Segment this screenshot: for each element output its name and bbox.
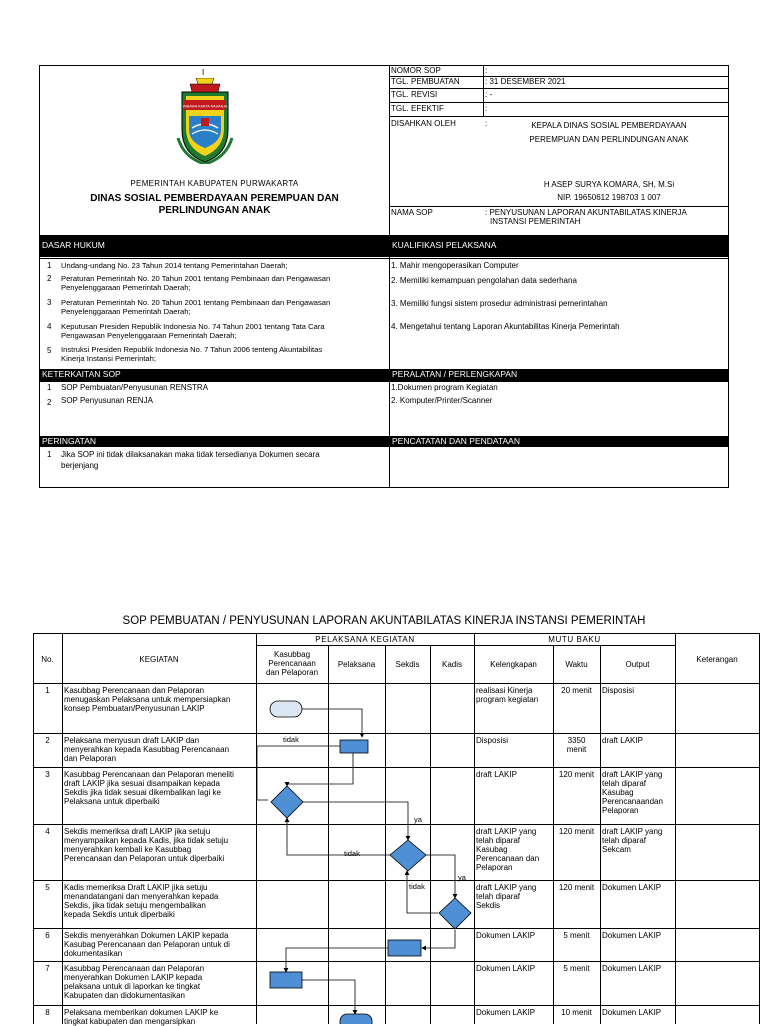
row-output-line: telah diparaf — [602, 836, 647, 845]
row-kegiatan-line: menyerahkan kepada Kasubbag Perencanaan — [64, 745, 230, 754]
tgl-efektif-value: : — [485, 104, 488, 113]
dasar-hukum-text: Penyelenggaraan Pemerintah Daerah; — [61, 307, 191, 316]
decision-diamond-kasubbag — [271, 786, 303, 818]
row-kegiatan-line: Pelaksana menyusun draft LAKIP dan — [64, 736, 200, 745]
row-output-line: Sekcam — [602, 845, 631, 854]
process-box-draft — [340, 740, 368, 753]
row-kegiatan-line: menyerahkan Dokumen LAKIP kepada — [64, 973, 203, 982]
row-output-line: draft LAKIP yang — [602, 827, 663, 836]
dasar-hukum-text: Penyelenggaraan Pemerintah Daerah; — [61, 283, 191, 292]
section-kualifikasi: KUALIFIKASI PELAKSANA — [390, 235, 728, 257]
peringatan-num: 1 — [47, 450, 52, 459]
keterkaitan-text: SOP Penyusunan RENJA — [61, 396, 153, 405]
row-kegiatan-line: Pelaksana untuk diperbaiki — [64, 797, 160, 806]
row-output-line: Dokumen LAKIP — [602, 964, 662, 973]
dasar-hukum-num: 3 — [47, 298, 52, 307]
row-kegiatan-line: menugaskan Pelaksana untuk mempersiapkan — [64, 695, 231, 704]
row-kegiatan-line: Kasubbag Perencanaan dan Pelaporan — [64, 964, 205, 973]
row-kegiatan-line: Sekdis menyerahkan Dokumen LAKIP kepada — [64, 931, 229, 940]
section-peringatan: PERINGATAN — [40, 436, 389, 447]
row-output-line: Kasubag — [602, 788, 634, 797]
disahkan-colon: : — [485, 119, 488, 128]
row-kegiatan-line: Kasubag Perencanaan dan Pelaporan untuk di — [64, 940, 230, 949]
peringatan-text: Jika SOP ini tidak dilaksanakan maka tidak tersedianya Dokumen secara — [61, 450, 320, 459]
row-kegiatan-line: Sekdis memeriksa draft LAKIP jika setuju — [64, 827, 211, 836]
col-header-pelaksana-kegiatan: PELAKSANA KEGIATAN — [315, 635, 415, 644]
section-peralatan: PERALATAN / PERLENGKAPAN — [390, 369, 728, 381]
flow-connector — [302, 980, 355, 1014]
decision-diamond-kadis — [439, 898, 471, 929]
row-output-line: Disposisi — [602, 686, 635, 695]
row-kelengkapan-line: program kegiatan — [476, 695, 539, 704]
dasar-hukum-text: Instruksi Presiden Republik Indonesia No. 7 Tahun 2006 tenteng Akuntabilitas — [61, 345, 323, 354]
tgl-pembuatan-value: : 31 DESEMBER 2021 — [485, 77, 566, 86]
row-kegiatan-line: pelaksana untuk di laporkan ke tingkat — [64, 982, 201, 991]
flow-connector — [426, 855, 455, 898]
kualifikasi-item: 1. Mahir mengoperasikan Computer — [391, 261, 519, 270]
nama-sop-value-2: INSTANSI PEMERINTAH — [490, 217, 581, 226]
row-kegiatan-line: Kabupaten dan didokumentasikan — [64, 991, 185, 1000]
row-kegiatan-line: menyerahkan kembali ke Kasubbag — [64, 845, 192, 854]
process-box-serah — [388, 940, 421, 956]
flow-connector — [422, 930, 455, 948]
row-kelengkapan-line: draft LAKIP yang — [476, 827, 537, 836]
tgl-revisi-label: TGL. REVISI — [391, 90, 438, 99]
kualifikasi-item: 4. Mengetahui tentang Laporan Akuntabilitas Kinerja Pemerintah — [391, 322, 620, 331]
row-kegiatan-line: Kadis memeriksa Draft LAKIP jika setuju — [64, 883, 208, 892]
col-header-mutu-baku: MUTU BAKU — [548, 635, 601, 644]
flow-title: SOP PEMBUATAN / PENYUSUNAN LAPORAN AKUNTABILATAS KINERJA INSTANSI PEMERINTAH — [122, 615, 646, 627]
peralatan-item: 2. Komputer/Printer/Scanner — [391, 396, 493, 405]
row-kegiatan-line: Kasubbag Perencanaan dan Pelaporan meneliti — [64, 770, 234, 779]
kualifikasi-item: 2. Memiliki kemampuan pengolahan data sederhana — [391, 276, 577, 285]
dasar-hukum-text: Keputusan Presiden Republik Indonesia No. 74 Tahun 2001 tentang Tata Cara — [61, 322, 325, 331]
nomor-sop-value: : — [485, 66, 488, 75]
row-output-line: draft LAKIP yang — [602, 770, 663, 779]
row-waktu-line: 120 menit — [558, 883, 595, 892]
col-header-waktu: Waktu — [565, 660, 588, 669]
dasar-hukum-text: Peraturan Pemerintah No. 20 Tahun 2001 tentang Pembinaan dan Pengawasan — [61, 274, 331, 283]
row-kegiatan-line: Kasubbag Perencanaan dan Pelaporan — [64, 686, 205, 695]
svg-text:WIBAWA KARTA RAHARJA: WIBAWA KARTA RAHARJA — [182, 104, 228, 109]
row-output-line: Dokumen LAKIP — [602, 931, 662, 940]
row-kelengkapan-line: telah diparaf — [476, 836, 521, 845]
government-name: PEMERINTAH KABUPATEN PURWAKARTA — [130, 179, 299, 188]
row-kegiatan-line: kepada Sekdis untuk diperbaiki — [64, 910, 175, 919]
row-waktu-line: 120 menit — [558, 827, 595, 836]
dasar-hukum-text: Peraturan Pemerintah No. 20 Tahun 2001 tentang Pembinaan dan Pengawasan — [61, 298, 331, 307]
row-number: 3 — [45, 770, 50, 779]
end-terminator-shape — [340, 1014, 372, 1024]
row-kelengkapan-line: realisasi Kinerja — [476, 686, 533, 695]
flow-label-tidak: tidak — [409, 882, 425, 891]
section-keterkaitan: KETERKAITAN SOP — [40, 369, 389, 381]
row-kelengkapan-line: Sekdis — [476, 901, 501, 910]
kualifikasi-item: 3. Memiliki fungsi sistem prosedur administrasi pemerintahan — [391, 299, 608, 308]
row-kelengkapan-line: draft LAKIP — [476, 770, 517, 779]
row-kelengkapan-line: draft LAKIP yang — [476, 883, 537, 892]
row-waktu-line: 120 menit — [558, 770, 595, 779]
signer-name: H ASEP SURYA KOMARA, SH, M.Si — [543, 180, 675, 189]
row-kegiatan-line: dokumentasikan — [64, 949, 123, 958]
keterkaitan-num: 2 — [47, 398, 52, 407]
dasar-hukum-num: 4 — [47, 322, 52, 331]
dasar-hukum-text: Pengawasan Penyelenggaraan Pemerintah Daerah; — [61, 331, 237, 340]
row-waktu-line: 3350 — [567, 736, 586, 745]
row-number: 5 — [45, 883, 50, 892]
tgl-efektif-label: TGL. EFEKTIF — [391, 104, 444, 113]
department-name-line2: PERLINDUNGAN ANAK — [158, 205, 271, 216]
flow-connector — [407, 871, 438, 913]
decision-diamond-sekdis — [390, 840, 426, 871]
row-kelengkapan-line: Kasubag — [476, 845, 508, 854]
dasar-hukum-num: 2 — [47, 274, 52, 283]
col-header-pelaksana: Pelaksana — [337, 660, 376, 669]
row-output-line: draft LAKIP — [602, 736, 643, 745]
row-number: 2 — [45, 736, 50, 745]
row-kegiatan-line: menyampaikan kepada Kadis, jika tidak setuju — [64, 836, 229, 845]
dasar-hukum-text: Kinerja Instansi Pemerintah; — [61, 354, 156, 363]
row-kelengkapan-line: telah diparaf — [476, 892, 521, 901]
col-header-kelengkapan: Kelengkapan — [490, 660, 537, 669]
row-number: 4 — [45, 827, 50, 836]
keterkaitan-text: SOP Pembuatan/Penyusunan RENSTRA — [61, 383, 209, 392]
signer-title-1: KEPALA DINAS SOSIAL PEMBERDAYAAN — [531, 121, 687, 130]
col-header-no: No. — [41, 655, 54, 664]
row-kelengkapan-line: Disposisi — [476, 736, 509, 745]
nama-sop-value-1: : PENYUSUNAN LAPORAN AKUNTABILATAS KINERJA — [485, 208, 687, 217]
row-output-line: telah diparaf — [602, 779, 647, 788]
col-header-kegiatan: KEGIATAN — [139, 655, 179, 664]
row-waktu-line: 5 menit — [563, 964, 590, 973]
nama-sop-label: NAMA SOP — [391, 208, 433, 217]
department-name-line1: DINAS SOSIAL PEMBERDAYAAN PEREMPUAN DAN — [90, 193, 339, 204]
flow-label-ya: ya — [414, 815, 422, 824]
logo-mark: I — [202, 68, 205, 77]
row-kegiatan-line: Perencanaan dan Pelaporan untuk diperbaiki — [64, 854, 225, 863]
flow-label-ya: ya — [458, 873, 466, 882]
start-terminator-shape — [270, 701, 302, 717]
row-number: 8 — [45, 1008, 50, 1017]
row-number: 7 — [45, 964, 50, 973]
tgl-revisi-value: : - — [485, 90, 493, 99]
row-kegiatan-line: Pelaksana memberikan dokumen LAKIP ke — [64, 1008, 219, 1017]
nomor-sop-label: NOMOR SOP — [391, 66, 441, 75]
row-number: 6 — [45, 931, 50, 940]
row-kegiatan-line: konsep Pembuatan/Penyusunan LAKIP — [64, 704, 205, 713]
section-pencatatan: PENCATATAN DAN PENDATAAN — [390, 436, 728, 447]
row-kegiatan-line: draft LAKIP jika sesuai disampaikan kepada — [64, 779, 220, 788]
row-output-line: Perencanaandan — [602, 797, 663, 806]
col-header-output: Output — [625, 660, 650, 669]
flow-label-tidak: tidak — [344, 849, 360, 858]
signer-title-2: PEREMPUAN DAN PERLINDUNGAN ANAK — [529, 135, 689, 144]
row-kelengkapan-line: Pelaporan — [476, 863, 513, 872]
dasar-hukum-num: 5 — [47, 346, 52, 355]
row-kegiatan-line: tingkat kabupaten dan mengarsipkan — [64, 1017, 196, 1026]
row-number: 1 — [45, 686, 50, 695]
section-dasar-hukum: DASAR HUKUM — [40, 235, 389, 257]
row-output-line: Dokumen LAKIP — [602, 883, 662, 892]
col-header-kadis: Kadis — [441, 660, 462, 669]
row-output-line: Dokumen LAKIP — [602, 1008, 662, 1017]
tgl-pembuatan-label: TGL. PEMBUATAN — [391, 77, 460, 86]
row-waktu-line: 20 menit — [561, 686, 592, 695]
peralatan-item: 1.Dokumen program Kegiatan — [391, 383, 498, 392]
process-box-arsip — [270, 972, 302, 988]
row-kegiatan-line: menandatangani dan menyerahkan kepada — [64, 892, 219, 901]
flow-label-tidak: tidak — [283, 735, 299, 744]
signer-nip: NIP. 19650612 198703 1 007 — [557, 193, 661, 202]
flow-connector — [257, 746, 340, 800]
row-kegiatan-line: Sekdis, jika tidak setuju mengembalikan — [64, 901, 206, 910]
row-kegiatan-line: Sekdis jika tidak sesuai dikembalikan lagi ke — [64, 788, 221, 797]
flow-connector — [303, 802, 408, 840]
row-kelengkapan-line: Dokumen LAKIP — [476, 931, 536, 940]
col-header-kasubbag: Kasubbag Perencanaan dan Pelaporan — [265, 650, 319, 677]
col-header-keterangan: Keterangan — [696, 655, 738, 664]
flow-connector — [301, 709, 362, 737]
peringatan-text: berjenjang — [61, 461, 99, 470]
dasar-hukum-num: 1 — [47, 261, 52, 270]
flow-connector — [286, 948, 388, 972]
keterkaitan-num: 1 — [47, 383, 52, 392]
row-output-line: Pelaporan — [602, 806, 639, 815]
flow-connector — [287, 818, 390, 855]
row-kelengkapan-line: Dokumen LAKIP — [476, 1008, 536, 1017]
disahkan-label: DISAHKAN OLEH — [391, 119, 456, 128]
row-waktu-line: menit — [566, 745, 587, 754]
row-kelengkapan-line: Perencanaan dan — [476, 854, 540, 863]
col-header-sekdis: Sekdis — [395, 660, 420, 669]
row-waktu-line: 5 menit — [563, 931, 590, 940]
row-kelengkapan-line: Dokumen LAKIP — [476, 964, 536, 973]
row-waktu-line: 10 menit — [561, 1008, 592, 1017]
dasar-hukum-text: Undang-undang No. 23 Tahun 2014 tentang Pemerintahan Daerah; — [61, 261, 288, 270]
row-kegiatan-line: dan Pelaporan — [64, 754, 117, 763]
